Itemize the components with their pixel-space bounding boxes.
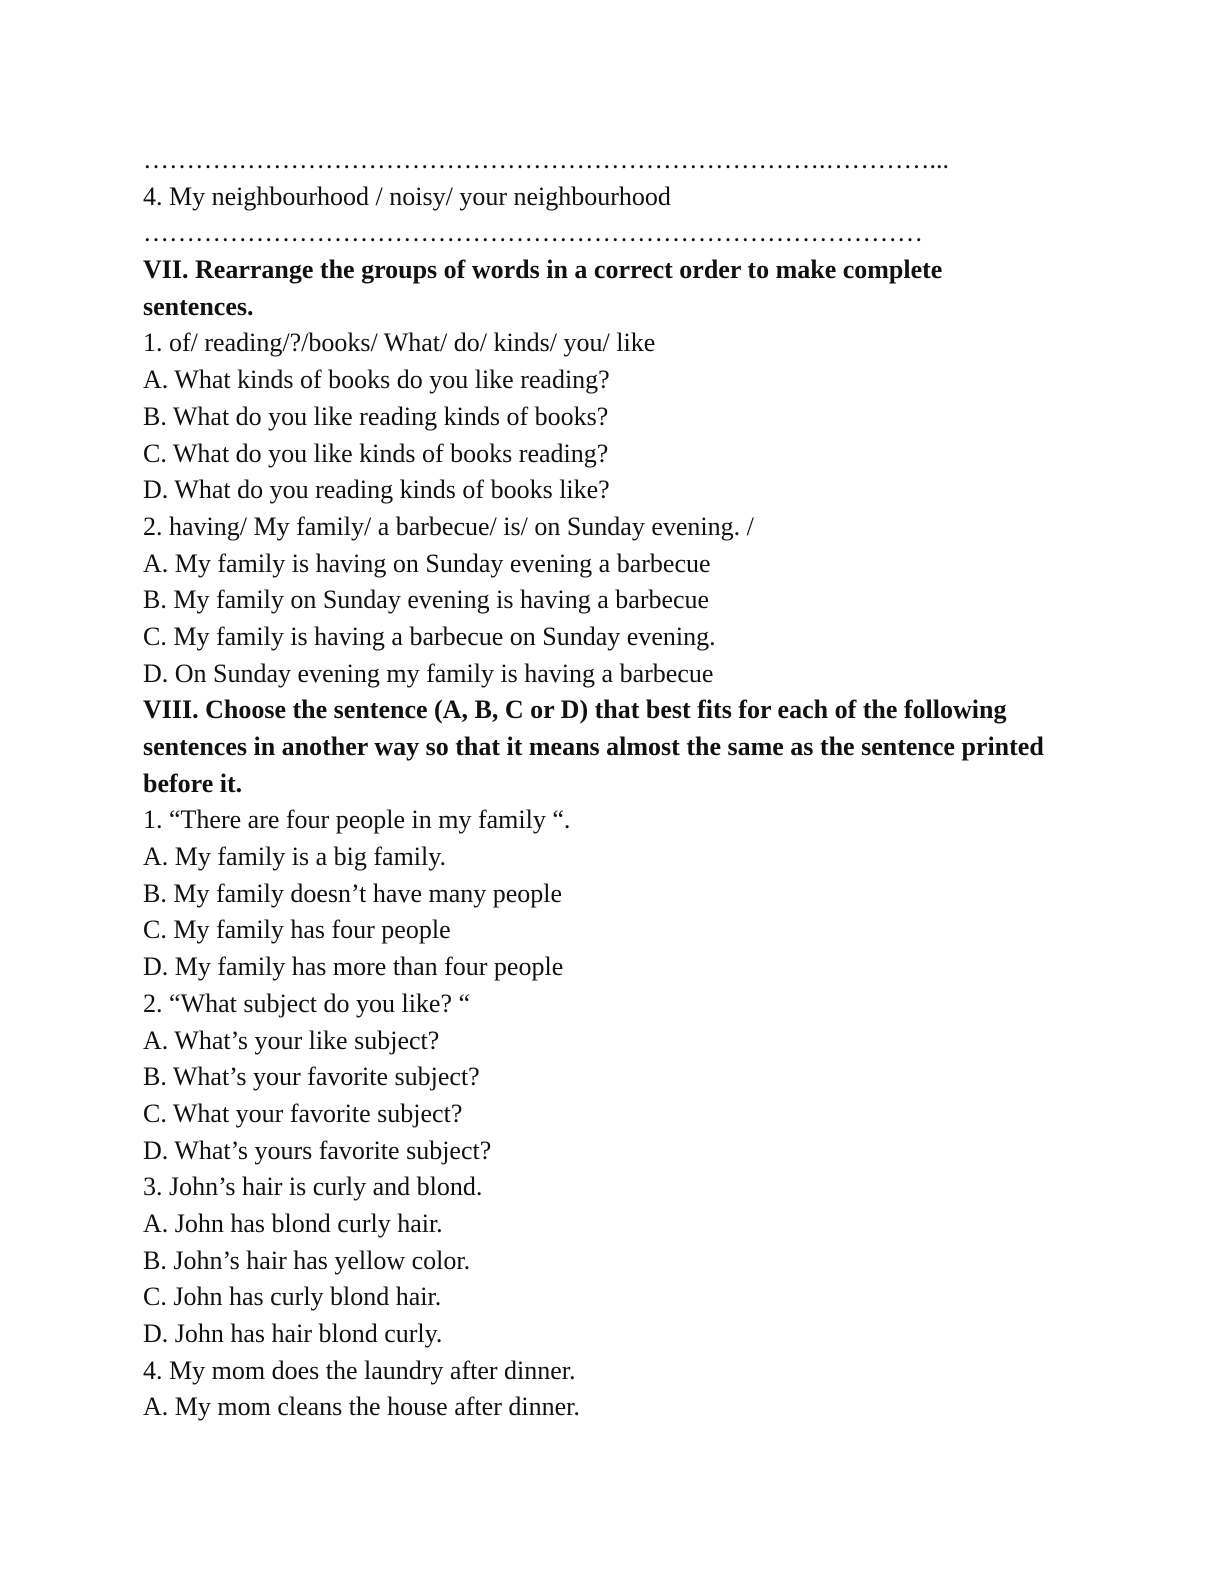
section-heading-viii: VIII. Choose the sentence (A, B, C or D) that best fits for each of the following — [143, 695, 1007, 725]
section-heading-viii-cont: sentences in another way so that it means almost the same as the sentence printed — [143, 732, 1044, 761]
question-prompt: 2. “What subject do you like? “ — [143, 988, 471, 1018]
answer-option: A. What’s your like subject? — [143, 1025, 440, 1055]
document-page — [143, 142, 1143, 1426]
answer-option: A. John has blond curly hair. — [143, 1208, 443, 1238]
answer-option: B. John’s hair has yellow color. — [143, 1245, 471, 1275]
answer-blank-line: ……………………………………………………………………………… — [143, 218, 923, 248]
question-prompt: 4. My mom does the laundry after dinner. — [143, 1355, 576, 1385]
question-prompt: 4. My neighbourhood / noisy/ your neighbourhood — [143, 181, 671, 211]
answer-option: C. My family has four people — [143, 915, 451, 945]
question-prompt: 1. “There are four people in my family “. — [143, 805, 571, 835]
answer-option: C. My family is having a barbecue on Sunday evening. — [143, 621, 716, 651]
answer-option: C. What your favorite subject? — [143, 1098, 463, 1128]
section-heading-viii-cont: before it. — [143, 768, 243, 798]
answer-option: A. My mom cleans the house after dinner. — [143, 1392, 580, 1422]
answer-option: C. John has curly blond hair. — [143, 1282, 442, 1312]
answer-option: D. John has hair blond curly. — [143, 1319, 443, 1348]
answer-option: B. My family on Sunday evening is having a barbecue — [143, 585, 710, 615]
answer-option: A. My family is a big family. — [143, 842, 447, 872]
question-prompt: 1. of/ reading/?/books/ What/ do/ kinds/ you/ like — [143, 328, 656, 358]
answer-blank-line: …………………………………………………………………….…………... — [143, 145, 949, 174]
answer-option: B. What’s your favorite subject? — [143, 1062, 480, 1092]
answer-option: B. What do you like reading kinds of books? — [143, 401, 609, 431]
section-heading-vii-cont: sentences. — [143, 291, 254, 321]
answer-option: A. My family is having on Sunday evening a barbecue — [143, 548, 711, 578]
section-heading-vii: VII. Rearrange the groups of words in a correct order to make complete — [143, 255, 943, 285]
answer-option: D. On Sunday evening my family is having a barbecue — [143, 658, 714, 688]
answer-option: D. My family has more than four people — [143, 952, 564, 982]
question-prompt: 3. John’s hair is curly and blond. — [143, 1172, 483, 1202]
answer-option: B. My family doesn’t have many people — [143, 878, 563, 908]
answer-option: A. What kinds of books do you like reading? — [143, 365, 610, 395]
answer-option: C. What do you like kinds of books reading? — [143, 438, 609, 468]
answer-option: D. What’s yours favorite subject? — [143, 1135, 492, 1165]
answer-option: D. What do you reading kinds of books like? — [143, 475, 610, 505]
question-prompt: 2. having/ My family/ a barbecue/ is/ on Sunday evening. / — [143, 511, 754, 541]
